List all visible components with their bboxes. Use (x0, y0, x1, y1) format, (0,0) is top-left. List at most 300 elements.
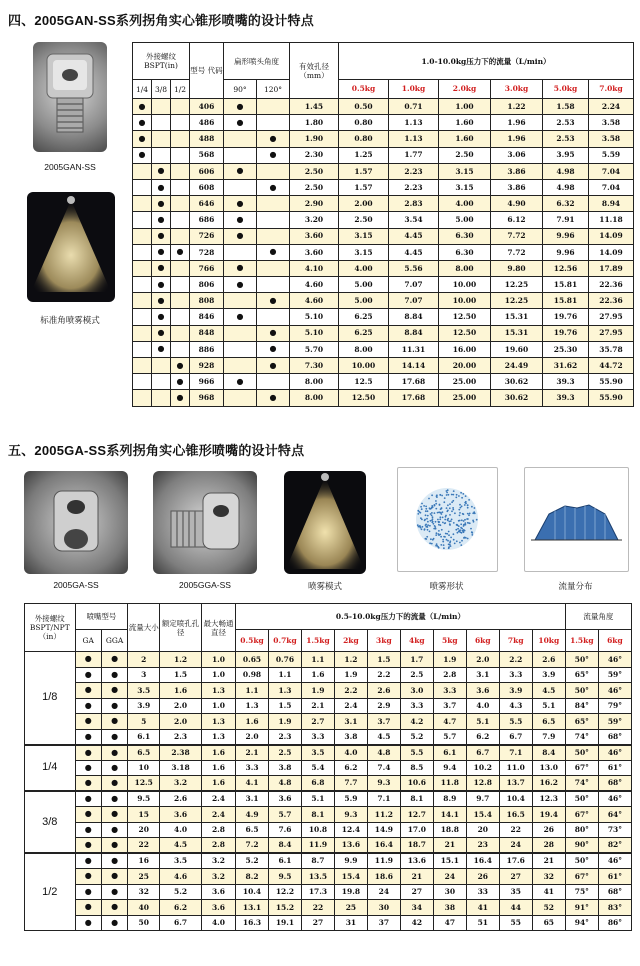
flow-value: 34 (400, 900, 433, 916)
thread-mark: ● (152, 212, 171, 228)
model-code: 568 (190, 147, 224, 163)
model-code: 928 (190, 358, 224, 374)
thread-mark (133, 196, 152, 212)
spray-dot (463, 520, 465, 522)
thread-mark (152, 131, 171, 147)
spray-dot (446, 539, 448, 541)
flow-value: 6.7 (499, 729, 532, 745)
flow-value: 3.6 (466, 683, 499, 699)
flow-value: 8.5 (400, 760, 433, 776)
table-row (133, 293, 634, 309)
spec-table-2005ga (24, 603, 632, 931)
flow-value: 24 (433, 869, 466, 885)
table-row (133, 115, 634, 131)
flow-value: 15.31 (491, 309, 543, 325)
header-angle: 扁形喷头角度 (224, 43, 290, 80)
angle-value: 75° (565, 884, 598, 900)
header-pressure: 10kg (532, 630, 565, 652)
header-pressure: 7kg (499, 630, 532, 652)
spray-dot (435, 534, 437, 536)
orifice-value: 2.3 (160, 729, 202, 745)
flow-value: 19.1 (269, 915, 302, 931)
flow-value: 6.2 (334, 760, 367, 776)
spray-dot (437, 519, 439, 521)
spray-dot (459, 515, 461, 517)
angle-mark: ● (224, 374, 257, 390)
angle-mark (224, 358, 257, 374)
flow-value: 12.25 (491, 277, 543, 293)
flow-value: 5.1 (301, 791, 334, 807)
spray-dot (431, 512, 433, 514)
flow-value: 9.96 (543, 228, 589, 244)
flow-value: 2.23 (389, 179, 439, 195)
flow-value: 7.04 (589, 163, 634, 179)
flow-value: 20 (466, 822, 499, 838)
flow-value: 5.1 (532, 698, 565, 714)
spray-dot (458, 509, 460, 511)
model-code: 606 (190, 163, 224, 179)
flow-value: 21 (400, 869, 433, 885)
spray-dot (431, 520, 433, 522)
flow-value: 6.5 (532, 714, 565, 730)
thread-mark: ● (171, 374, 190, 390)
spray-dot (435, 500, 437, 502)
thread-mark: ● (133, 99, 152, 115)
flow-value: 2.5 (269, 745, 302, 761)
ga-mark: ● (75, 822, 101, 838)
table-row (25, 869, 632, 885)
flow-value: 7.72 (491, 228, 543, 244)
angle-value: 82° (598, 838, 631, 854)
spray-dot (442, 517, 444, 519)
flow-value: 39.3 (543, 374, 589, 390)
flow-value: 2.8 (433, 667, 466, 683)
spray-dot (438, 511, 440, 513)
flow-value: 30 (367, 900, 400, 916)
spray-dot (469, 513, 471, 515)
flow-value: 3.8 (334, 729, 367, 745)
spray-dot (449, 540, 451, 542)
flow-value: 4.90 (491, 196, 543, 212)
flow-value: 17.3 (301, 884, 334, 900)
angle-value: 61° (598, 869, 631, 885)
flow-size: 15 (128, 807, 160, 823)
model-code: 646 (190, 196, 224, 212)
spray-dot (424, 519, 426, 521)
table-row (25, 729, 632, 745)
model-code: 608 (190, 179, 224, 195)
ga-mark: ● (75, 915, 101, 931)
flow-value: 11.9 (301, 838, 334, 854)
spray-dot (471, 506, 473, 508)
flow-size: 12.5 (128, 776, 160, 792)
spray-dot (458, 531, 460, 533)
flow-value: 35 (499, 884, 532, 900)
table-row (25, 838, 632, 854)
spray-dot (421, 528, 423, 530)
model-code: 686 (190, 212, 224, 228)
flow-value: 1.25 (339, 147, 389, 163)
passage-value: 3.2 (201, 853, 235, 869)
spray-dot (456, 494, 458, 496)
flow-value: 1.5 (367, 652, 400, 668)
table-row (25, 776, 632, 792)
spray-dot (467, 504, 469, 506)
flow-value: 6.30 (439, 244, 491, 260)
flow-value: 9.96 (543, 244, 589, 260)
angle-value: 68° (598, 776, 631, 792)
orifice-value: 3.60 (290, 228, 339, 244)
header-pressure: 3.0kg (491, 80, 543, 99)
orifice-value: 1.80 (290, 115, 339, 131)
thread-mark: ● (133, 115, 152, 131)
flow-value: 1.96 (491, 131, 543, 147)
thread-mark (133, 293, 152, 309)
spray-dot (456, 540, 458, 542)
thread-mark (171, 341, 190, 357)
flow-value: 2.83 (389, 196, 439, 212)
spray-dot (446, 494, 448, 496)
spray-dot (435, 545, 437, 547)
flow-value: 31 (334, 915, 367, 931)
ga-mark: ● (75, 729, 101, 745)
table-row (25, 915, 632, 931)
flow-value: 16.4 (367, 838, 400, 854)
flow-value: 1.5 (269, 698, 302, 714)
orifice-value: 5.2 (160, 884, 202, 900)
spray-dot (430, 538, 432, 540)
spray-dot (431, 494, 433, 496)
flow-value: 6.7 (466, 745, 499, 761)
angle-mark (257, 163, 290, 179)
spray-dot (467, 538, 469, 540)
flow-value: 3.1 (334, 714, 367, 730)
flow-value: 6.8 (301, 776, 334, 792)
flow-value: 5.00 (339, 277, 389, 293)
spray-dot (437, 512, 439, 514)
angle-value: 83° (598, 900, 631, 916)
table-row (25, 683, 632, 699)
model-code: 846 (190, 309, 224, 325)
passage-value: 4.0 (201, 915, 235, 931)
thread-mark (152, 390, 171, 406)
spray-dot (440, 544, 442, 546)
header-flow: 1.0-10.0kg压力下的流量（L/min） (339, 43, 634, 80)
angle-value: 46° (598, 652, 631, 668)
angle-value: 61° (598, 760, 631, 776)
flow-value: 16.2 (532, 776, 565, 792)
flow-value: 7.1 (499, 745, 532, 761)
spray-dot (453, 522, 455, 524)
spray-dot (476, 519, 478, 521)
flow-size: 25 (128, 869, 160, 885)
flow-value: 13.6 (334, 838, 367, 854)
flow-value: 25 (334, 900, 367, 916)
flow-value: 4.1 (236, 776, 269, 792)
thread-mark: ● (152, 341, 171, 357)
table-row (133, 131, 634, 147)
flow-value: 3.86 (491, 163, 543, 179)
passage-value: 1.0 (201, 698, 235, 714)
spray-dot (436, 532, 438, 534)
gga-mark: ● (101, 698, 127, 714)
spray-dot (474, 507, 476, 509)
spray-dot (462, 513, 464, 515)
spray-dot (417, 510, 419, 512)
flow-value: 14.1 (433, 807, 466, 823)
spray-dot (453, 533, 455, 535)
orifice-value: 8.00 (290, 374, 339, 390)
table-row (133, 390, 634, 406)
orifice-value: 1.5 (160, 667, 202, 683)
table-row (133, 277, 634, 293)
spray-dot (464, 530, 466, 532)
spray-dot (435, 508, 437, 510)
spray-dot (441, 495, 443, 497)
flow-value: 20.00 (439, 358, 491, 374)
angle-mark: ● (257, 390, 290, 406)
thread-mark: ● (152, 325, 171, 341)
flow-value: 13.0 (532, 760, 565, 776)
flow-value: 3.95 (543, 147, 589, 163)
spray-dot (444, 497, 446, 499)
flow-value: 31.62 (543, 358, 589, 374)
flow-value: 25.00 (439, 390, 491, 406)
flow-value: 55.90 (589, 390, 634, 406)
thread-mark (133, 163, 152, 179)
flow-value: 1.6 (301, 667, 334, 683)
ga-mark: ● (75, 714, 101, 730)
flow-value: 3.3 (301, 729, 334, 745)
flow-value: 2.7 (301, 714, 334, 730)
thread-mark (152, 374, 171, 390)
angle-value: 46° (598, 791, 631, 807)
model-code: 728 (190, 244, 224, 260)
angle-mark (257, 309, 290, 325)
orifice-value: 2.50 (290, 163, 339, 179)
spray-dot (431, 543, 433, 545)
flow-value: 3.1 (466, 667, 499, 683)
flow-value: 2.00 (339, 196, 389, 212)
table-row (133, 99, 634, 115)
gga-mark: ● (101, 807, 127, 823)
table-row (133, 309, 634, 325)
spray-dot (459, 542, 461, 544)
flow-value: 7.91 (543, 212, 589, 228)
thread-size: 3/8 (25, 791, 76, 853)
spray-dot (425, 508, 427, 510)
spray-dot (425, 510, 427, 512)
spray-dot (439, 504, 441, 506)
spray-dot (452, 500, 454, 502)
flow-value: 2.53 (543, 131, 589, 147)
header-flow-range: 0.5-10.0kg压力下的流量（L/min） (236, 604, 566, 630)
spray-dot (468, 499, 470, 501)
angle-value: 84° (565, 698, 598, 714)
flow-value: 27 (400, 884, 433, 900)
header-angle-value: 120° (257, 80, 290, 99)
flow-value: 15.2 (269, 900, 302, 916)
flow-value: 23 (466, 838, 499, 854)
angle-mark: ● (224, 309, 257, 325)
spray-dot (446, 490, 448, 492)
spray-dot (426, 518, 428, 520)
thread-mark (152, 115, 171, 131)
spray-shape-diagram (397, 467, 498, 572)
thread-mark (152, 99, 171, 115)
flow-value: 3.3 (236, 760, 269, 776)
gga-mark: ● (101, 745, 127, 761)
gga-mark: ● (101, 760, 127, 776)
spray-dot (464, 522, 466, 524)
spray-dot (435, 521, 437, 523)
caption-flow-distribution: 流量分布 (558, 581, 593, 591)
flow-value: 7.72 (491, 244, 543, 260)
angle-mark: ● (224, 99, 257, 115)
angle-value: 67° (565, 760, 598, 776)
orifice-value: 5.70 (290, 341, 339, 357)
flow-value: 65 (532, 915, 565, 931)
spray-pattern-photo (27, 192, 115, 302)
spray-dot (443, 544, 445, 546)
flow-value: 1.22 (491, 99, 543, 115)
spray-dot (417, 524, 419, 526)
angle-mark (257, 260, 290, 276)
flow-value: 5.9 (334, 791, 367, 807)
flow-value: 3.7 (433, 698, 466, 714)
flow-value: 15.81 (543, 277, 589, 293)
flow-value: 8.7 (301, 853, 334, 869)
spray-dot (420, 527, 422, 529)
flow-value: 4.8 (367, 745, 400, 761)
thread-mark (171, 99, 190, 115)
flow-value: 8.9 (433, 791, 466, 807)
angle-mark (257, 99, 290, 115)
spray-dot (424, 529, 426, 531)
flow-value: 4.0 (334, 745, 367, 761)
orifice-value: 1.45 (290, 99, 339, 115)
flow-value: 4.00 (339, 260, 389, 276)
spray-dot (435, 503, 437, 505)
angle-value: 50° (565, 791, 598, 807)
table-row (25, 822, 632, 838)
flow-size: 32 (128, 884, 160, 900)
spray-dot (441, 507, 443, 509)
flow-value: 33 (466, 884, 499, 900)
flow-value: 14.9 (367, 822, 400, 838)
flow-value: 17.0 (400, 822, 433, 838)
flow-value: 1.1 (269, 667, 302, 683)
flow-size: 2 (128, 652, 160, 668)
gga-mark: ● (101, 791, 127, 807)
flow-value: 9.4 (433, 760, 466, 776)
flow-value: 19.76 (543, 325, 589, 341)
flow-size: 16 (128, 853, 160, 869)
flow-value: 41 (466, 900, 499, 916)
header-ga: GA (75, 630, 101, 652)
spray-dot (466, 518, 468, 520)
passage-value: 2.4 (201, 791, 235, 807)
flow-value: 9.80 (491, 260, 543, 276)
flow-value: 5.2 (236, 853, 269, 869)
spray-dot (461, 497, 463, 499)
thread-mark (171, 228, 190, 244)
spray-dot (454, 543, 456, 545)
spray-dot (447, 510, 449, 512)
angle-mark (257, 277, 290, 293)
angle-mark (224, 179, 257, 195)
orifice-value: 7.30 (290, 358, 339, 374)
thread-mark (133, 212, 152, 228)
orifice-value: 1.6 (160, 683, 202, 699)
flow-value: 2.1 (236, 745, 269, 761)
header-thread-size: 1/2 (171, 80, 190, 99)
flow-value: 12.5 (339, 374, 389, 390)
flow-value: 27.95 (589, 309, 634, 325)
header-gga: GGA (101, 630, 127, 652)
gga-mark: ● (101, 853, 127, 869)
spray-dot (443, 536, 445, 538)
flow-value: 10.4 (236, 884, 269, 900)
spray-dot (426, 536, 428, 538)
flow-value: 8.84 (389, 309, 439, 325)
orifice-value: 2.30 (290, 147, 339, 163)
spray-dot (425, 506, 427, 508)
flow-value: 15.31 (491, 325, 543, 341)
flow-value: 7.7 (334, 776, 367, 792)
spray-dot (425, 524, 427, 526)
flow-value: 24.49 (491, 358, 543, 374)
angle-value: 74° (565, 776, 598, 792)
thread-mark: ● (152, 244, 171, 260)
gga-mark: ● (101, 838, 127, 854)
ga-mark: ● (75, 683, 101, 699)
angle-mark (257, 212, 290, 228)
spray-dot (439, 516, 441, 518)
ga-mark: ● (75, 807, 101, 823)
flow-value: 4.8 (269, 776, 302, 792)
flow-value: 5.2 (400, 729, 433, 745)
spray-dot (421, 503, 423, 505)
flow-value: 1.7 (400, 652, 433, 668)
orifice-value: 2.38 (160, 745, 202, 761)
ga-mark: ● (75, 853, 101, 869)
thread-mark (133, 228, 152, 244)
table-row (133, 374, 634, 390)
flow-value: 12.7 (400, 807, 433, 823)
flow-value: 2.2 (499, 652, 532, 668)
orifice-value: 2.0 (160, 698, 202, 714)
spray-dot (429, 531, 431, 533)
flow-value: 13.5 (301, 869, 334, 885)
flow-value: 11.8 (433, 776, 466, 792)
gga-mark: ● (101, 900, 127, 916)
model-code: 848 (190, 325, 224, 341)
spray-dot (468, 514, 470, 516)
flow-value: 15.81 (543, 293, 589, 309)
nozzle-photo-2005gga (153, 471, 257, 574)
orifice-value: 4.0 (160, 822, 202, 838)
table-row (25, 698, 632, 714)
thread-mark: ● (133, 131, 152, 147)
flow-value: 7.9 (532, 729, 565, 745)
spray-dot (451, 501, 453, 503)
flow-value: 11.9 (367, 853, 400, 869)
header-pressure: 6kg (466, 630, 499, 652)
flow-value: 1.57 (339, 179, 389, 195)
flow-value: 5.1 (466, 714, 499, 730)
header-pressure: 0.5kg (339, 80, 389, 99)
